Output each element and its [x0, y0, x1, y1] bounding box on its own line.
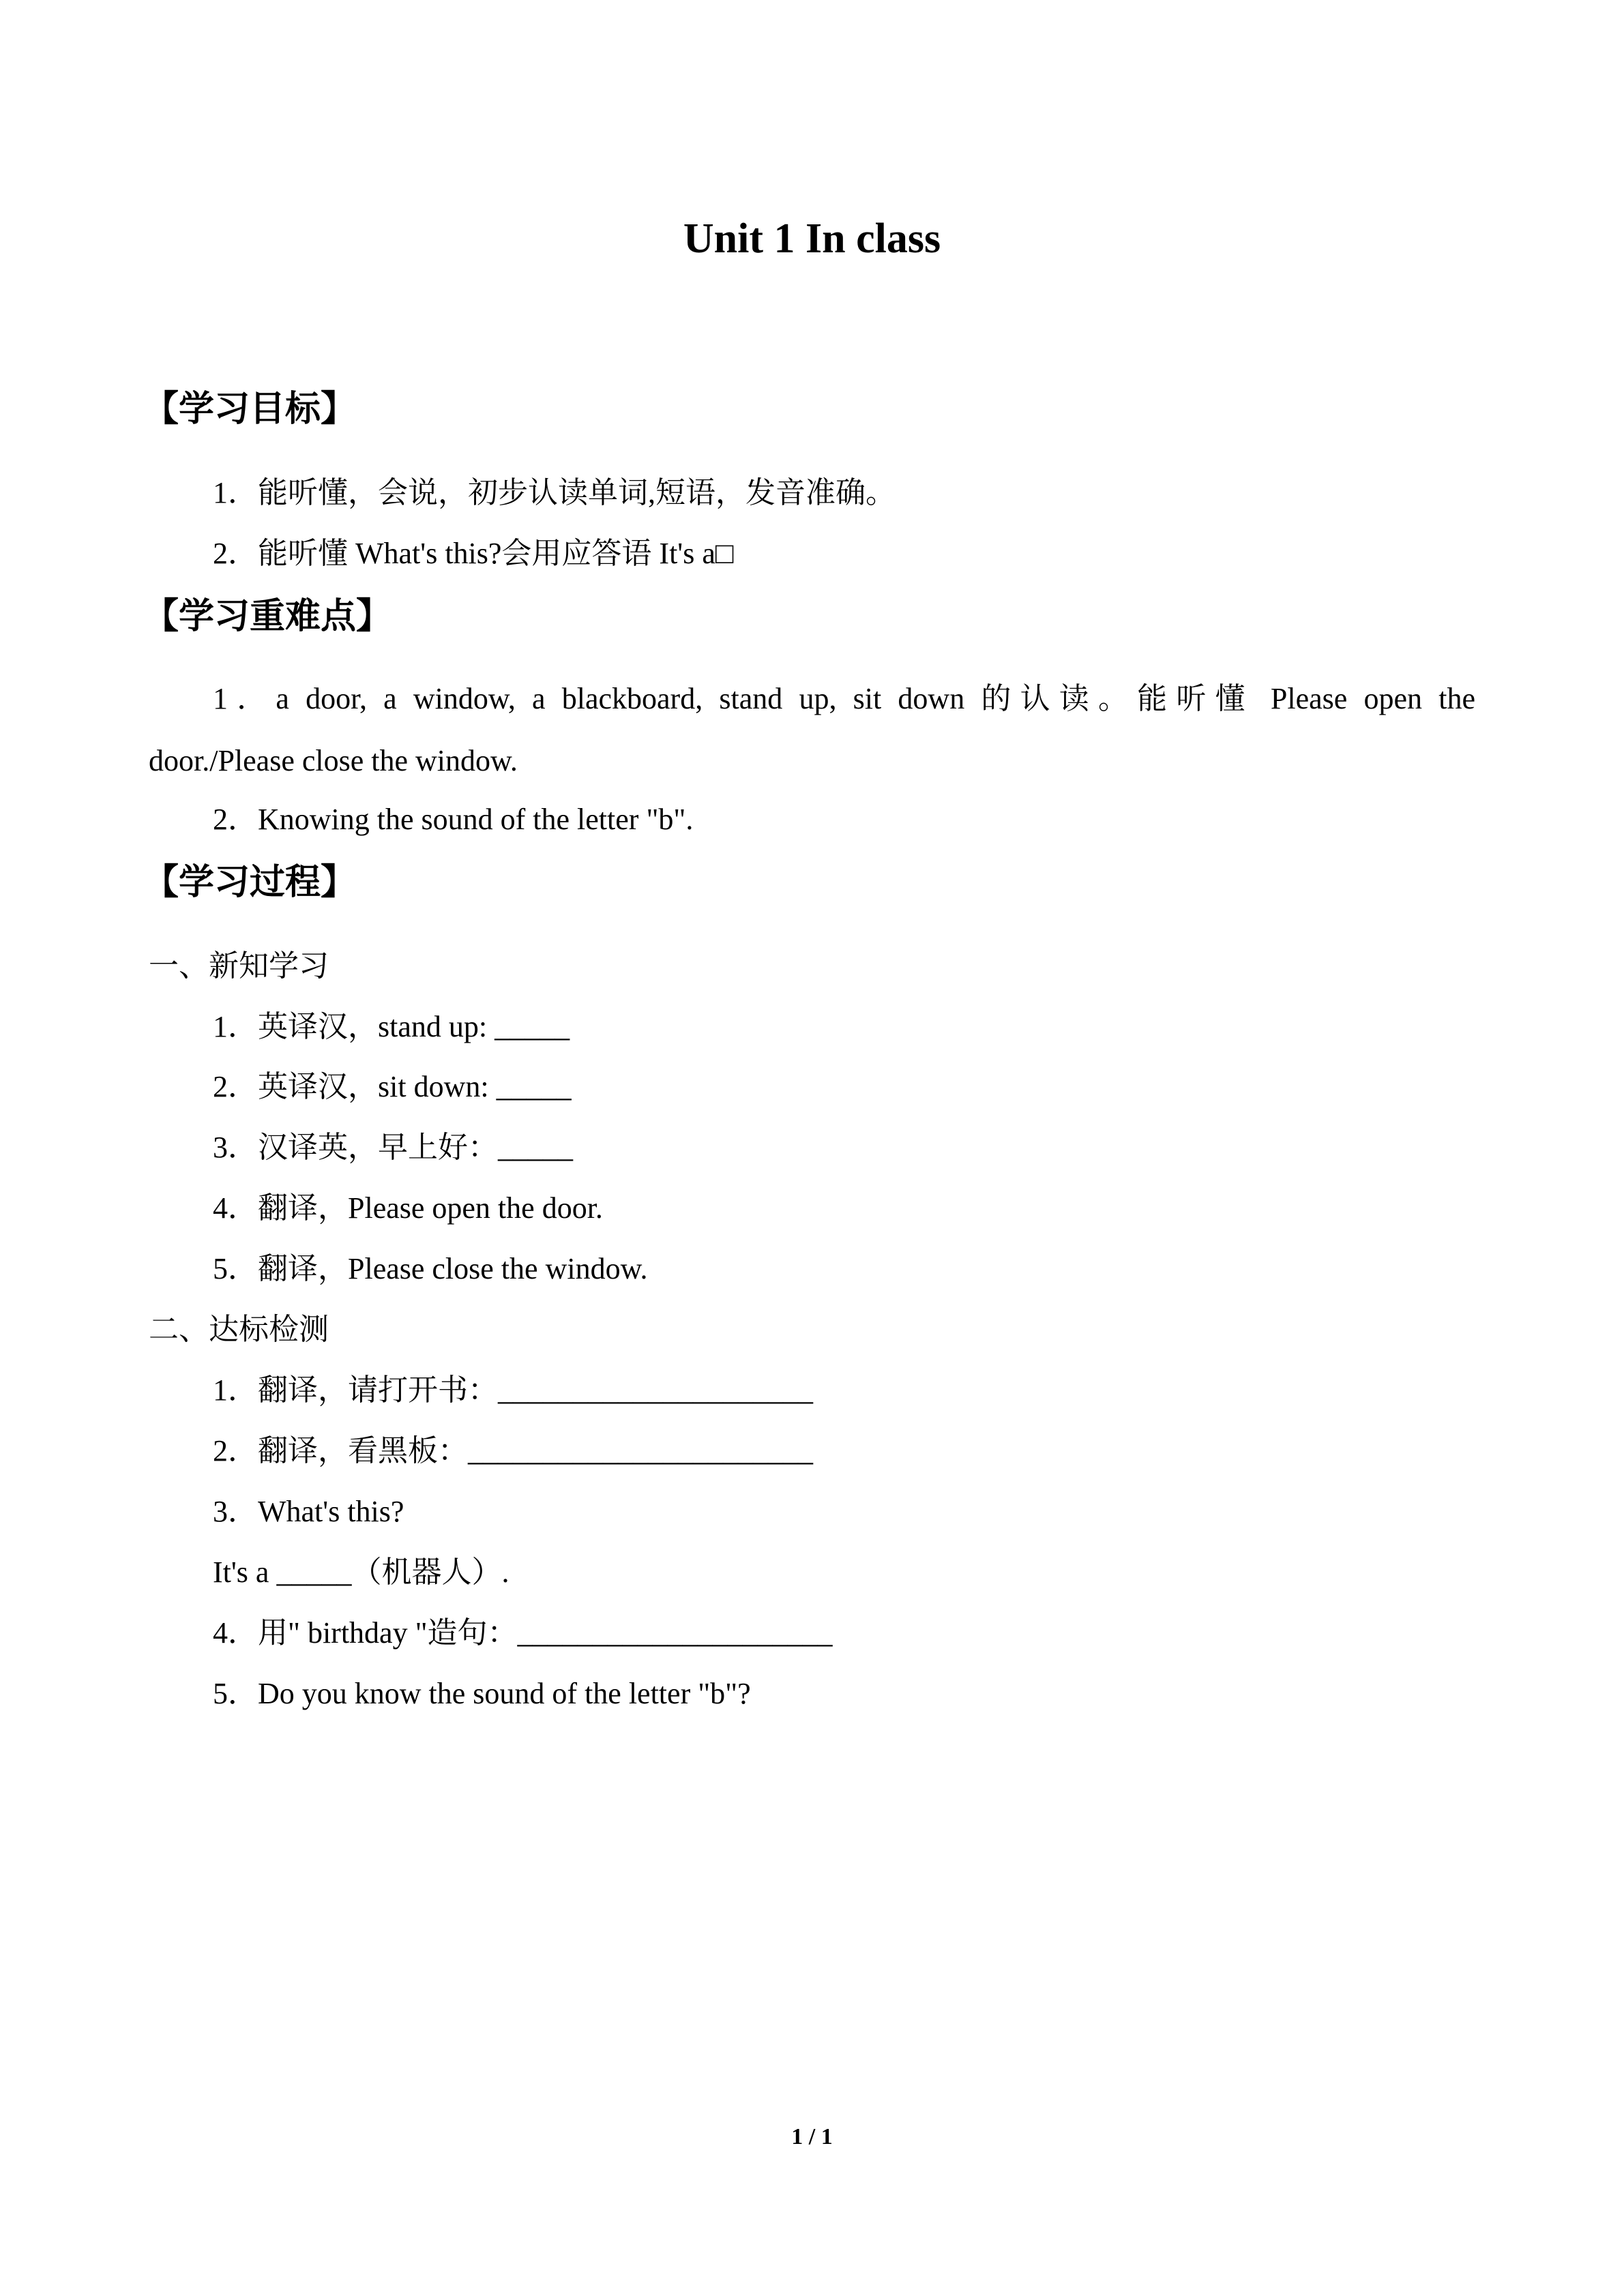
part-1-item-3: 3．汉译英，早上好：_____ — [213, 1131, 573, 1164]
part-1-item-4: 4．翻译，Please open the door. — [213, 1191, 603, 1225]
part-1-item-5: 5．翻译，Please close the window. — [213, 1252, 648, 1285]
key-point-item-1-line-1: 1．a door, a window, a blackboard, stand up, sit down 的认读。能听懂 Please open the — [213, 682, 1475, 715]
part-2-item-2: 2．翻译，看黑板：_______________________ — [213, 1434, 813, 1467]
objectives-heading: 【学习目标】 — [143, 389, 357, 430]
part-2-item-5: 5．Do you know the sound of the letter "b"? — [213, 1677, 751, 1710]
part-2-item-3-answer: It's a _____（机器人）. — [213, 1555, 510, 1589]
page-number: 1 / 1 — [791, 2124, 833, 2149]
part-1-label: 一、新知学习 — [149, 949, 329, 983]
key-points-heading: 【学习重难点】 — [143, 596, 392, 637]
document-title: Unit 1 In class — [683, 215, 941, 262]
process-heading: 【学习过程】 — [143, 862, 357, 903]
objective-item-2: 2．能听懂 What's this?会用应答语 It's a□ — [213, 537, 734, 570]
key-point-item-2: 2．Knowing the sound of the letter "b". — [213, 803, 694, 836]
part-2-item-1: 1．翻译，请打开书：_____________________ — [213, 1373, 813, 1407]
objective-item-1: 1．能听懂，会说，初步认读单词,短语，发音准确。 — [213, 476, 896, 509]
part-2-item-4: 4．用" birthday "造句：_____________________ — [213, 1616, 833, 1650]
part-1-item-2: 2．英译汉，sit down: _____ — [213, 1070, 572, 1103]
part-1-item-1: 1．英译汉，stand up: _____ — [213, 1010, 570, 1043]
key-point-item-1-line-2: door./Please close the window. — [149, 744, 518, 777]
part-2-label: 二、达标检测 — [149, 1313, 329, 1346]
part-2-item-3: 3．What's this? — [213, 1495, 404, 1528]
